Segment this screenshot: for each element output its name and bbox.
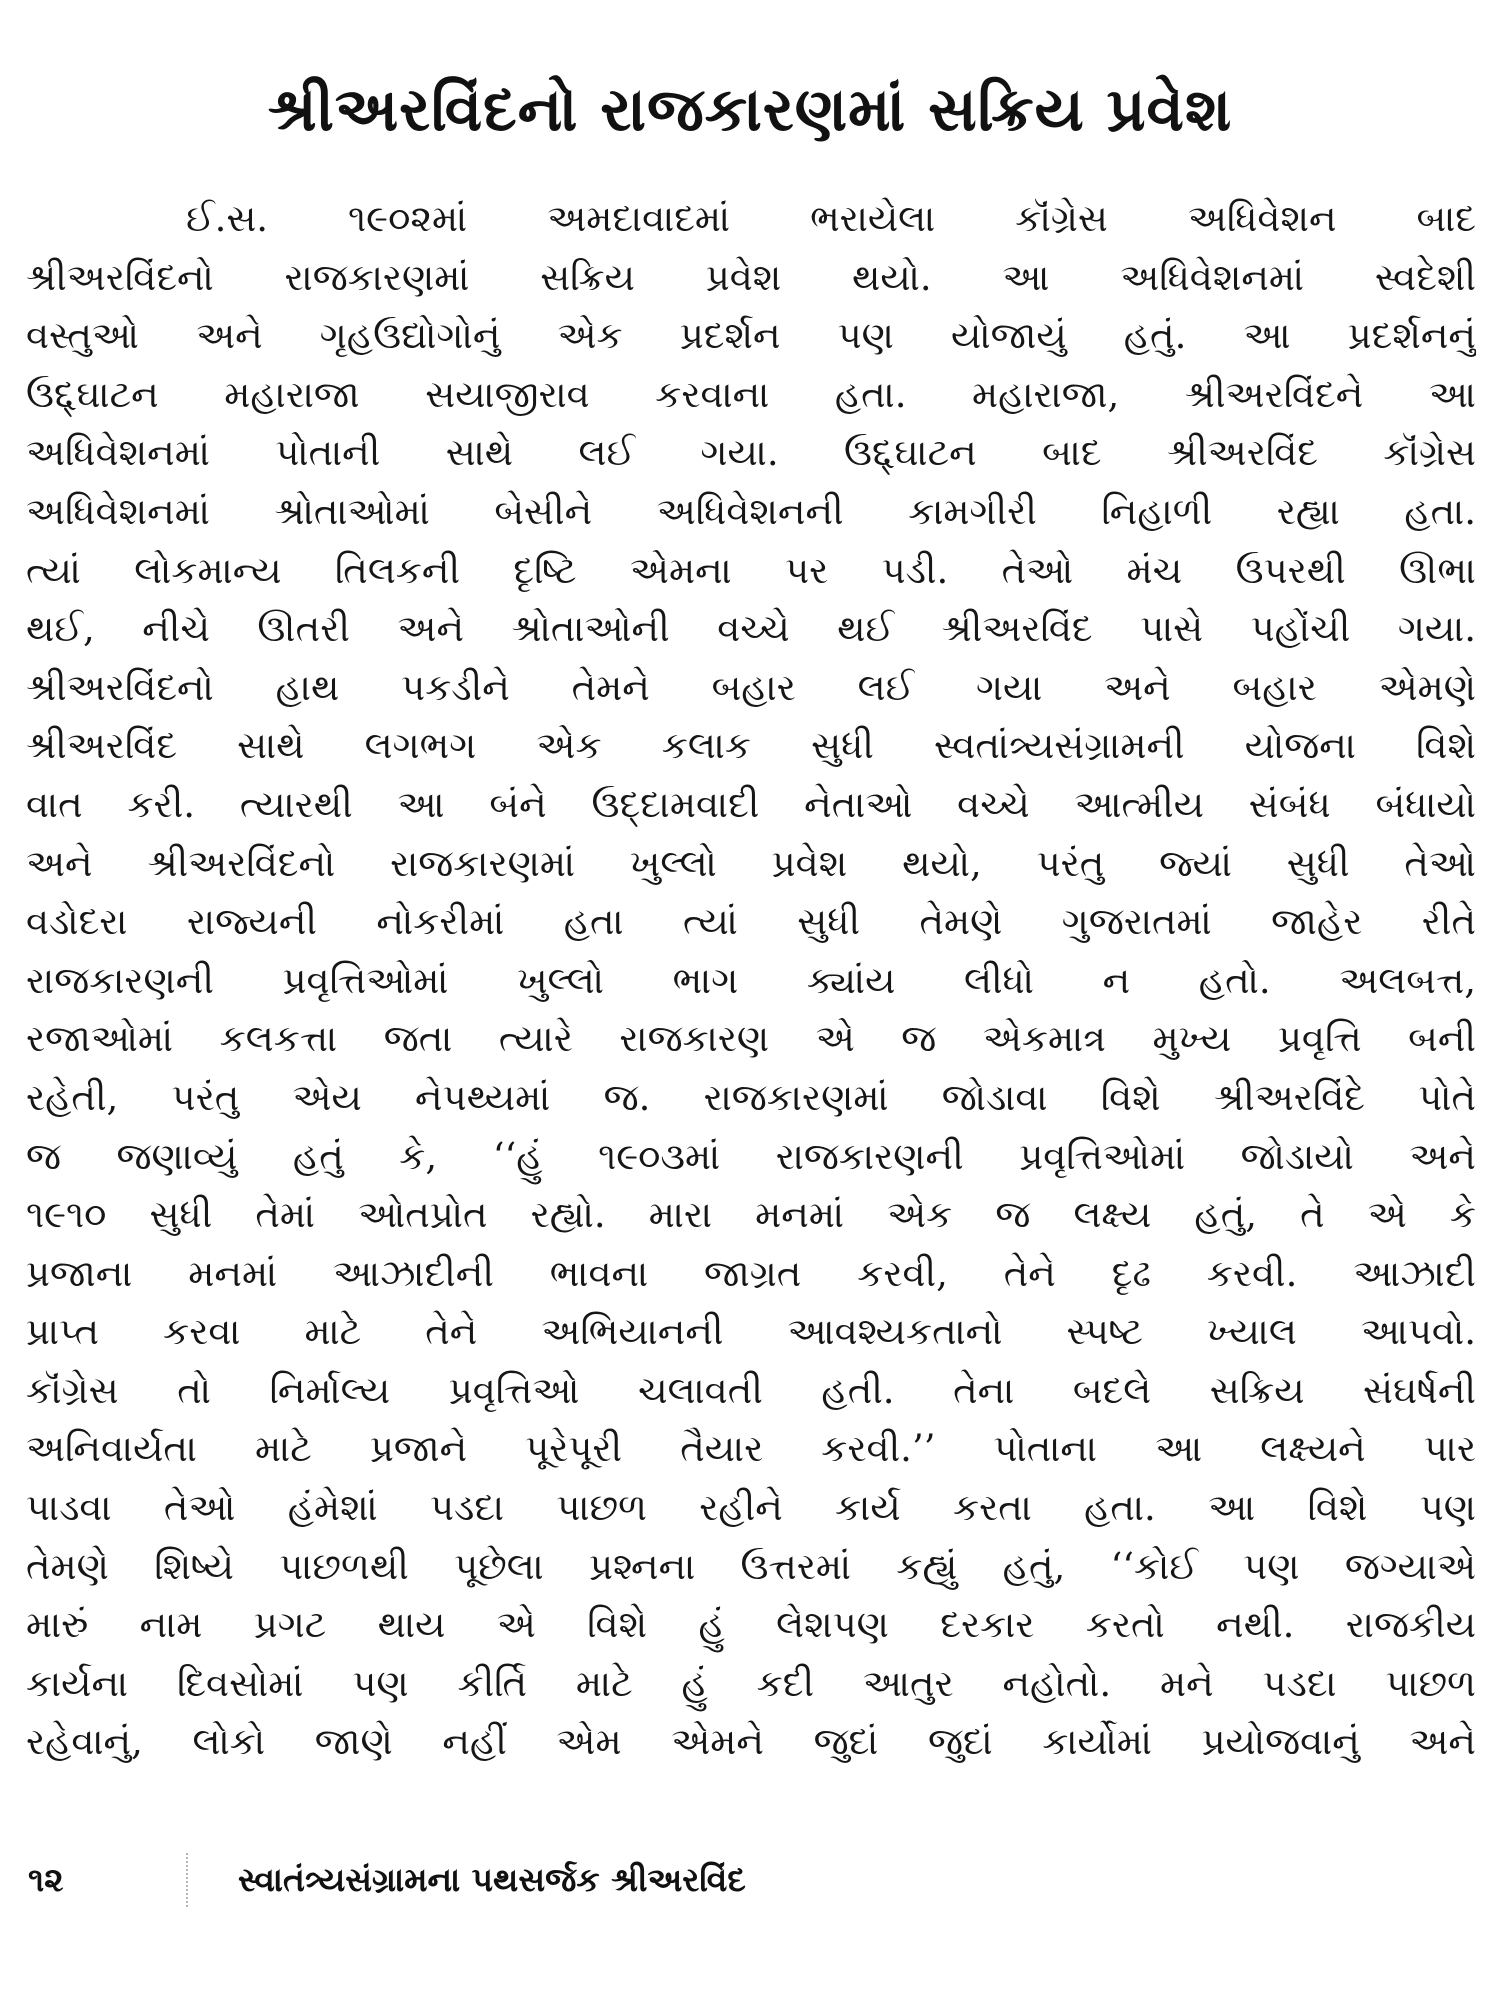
body-line: રાજકારણની પ્રવૃત્તિઓમાં ખુલ્લો ભાગ ક્યાંય લીધો ન હતો. અલબત્ત, — [26, 958, 1476, 1002]
body-line: તેમણે શિષ્યે પાછળથી પૂછેલા પ્રશ્નના ઉત્તરમાં કહ્યું હતું, ‘‘કોઈ પણ જગ્યાએ — [26, 1544, 1476, 1588]
body-line: અને શ્રીઅરવિંદનો રાજકારણમાં ખુલ્લો પ્રવેશ થયો, પરંતુ જ્યાં સુધી તેઓ — [26, 841, 1476, 885]
body-line: શ્રીઅરવિંદનો હાથ પકડીને તેમને બહાર લઈ ગયા અને બહાર એમણે — [26, 665, 1476, 709]
body-line: પાડવા તેઓ હંમેશાં પડદા પાછળ રહીને કાર્ય કરતા હતા. આ વિશે પણ — [26, 1486, 1476, 1530]
body-text — [26, 190, 1476, 1772]
body-line: પ્રાપ્ત કરવા માટે તેને અભિયાનની આવશ્યકતાનો સ્પષ્ટ ખ્યાલ આપવો. — [26, 1310, 1476, 1354]
book-title: સ્વાતંત્ર્યસંગ્રામના પથસર્જક શ્રીઅરવિંદ — [238, 1860, 746, 1899]
footer-divider — [186, 1853, 190, 1907]
chapter-title: શ્રીઅરવિંદનો રાજકારણમાં સક્રિય પ્રવેશ — [267, 75, 1233, 145]
body-line: અધિવેશનમાં પોતાની સાથે લઈ ગયા. ઉદ્દ્ઘાટન બાદ શ્રીઅરવિંદ કૉંગ્રેસ — [26, 431, 1476, 475]
body-line: રજાઓમાં કલકત્તા જતા ત્યારે રાજકારણ એ જ એકમાત્ર મુખ્ય પ્રવૃત્તિ બની — [26, 1017, 1476, 1061]
body-line: શ્રીઅરવિંદ સાથે લગભગ એક કલાક સુધી સ્વતાંત્ર્યસંગ્રામની યોજના વિશે — [26, 724, 1476, 768]
body-line: કાર્યના દિવસોમાં પણ કીર્તિ માટે હું કદી આતુર નહોતો. મને પડદા પાછળ — [26, 1661, 1476, 1705]
body-line: કૉંગ્રેસ તો નિર્માલ્ય પ્રવૃત્તિઓ ચલાવતી હતી. તેના બદલે સક્રિય સંઘર્ષની — [26, 1368, 1476, 1412]
body-line: મારું નામ પ્રગટ થાય એ વિશે હું લેશપણ દરકાર કરતો નથી. રાજકીય — [26, 1603, 1476, 1647]
page-number: ૧૨ — [28, 1860, 64, 1899]
page-footer — [28, 1845, 1468, 1915]
body-line: જ જણાવ્યું હતું કે, ‘‘હું ૧૯૦૩માં રાજકારણની પ્રવૃત્તિઓમાં જોડાયો અને — [26, 1134, 1476, 1178]
body-line: શ્રીઅરવિંદનો રાજકારણમાં સક્રિય પ્રવેશ થયો. આ અધિવેશનમાં સ્વદેશી — [26, 255, 1476, 299]
body-line: ઉદ્દ્ઘાટન મહારાજા સયાજીરાવ કરવાના હતા. મહારાજા, શ્રીઅરવિંદને આ — [26, 372, 1476, 416]
body-line: પ્રજાના મનમાં આઝાદીની ભાવના જાગ્રત કરવી, તેને દૃઢ કરવી. આઝાદી — [26, 1251, 1476, 1295]
body-line: ઈ.સ. ૧૯૦૨માં અમદાવાદમાં ભરાયેલા કૉંગ્રેસ અધિવેશન બાદ — [186, 197, 1476, 240]
body-line: વડોદરા રાજ્યની નોકરીમાં હતા ત્યાં સુધી તેમણે ગુજરાતમાં જાહેર રીતે — [26, 900, 1476, 944]
body-line: અનિવાર્યતા માટે પ્રજાને પૂરેપૂરી તૈયાર કરવી.’’ પોતાના આ લક્ષ્યને પાર — [26, 1427, 1476, 1471]
body-line: અધિવેશનમાં શ્રોતાઓમાં બેસીને અધિવેશનની કામગીરી નિહાળી રહ્યા હતા. — [26, 489, 1476, 533]
body-line: ત્યાં લોકમાન્ય તિલકની દૃષ્ટિ એમના પર પડી. તેઓ મંચ ઉપરથી ઊભા — [26, 548, 1476, 592]
body-line: રહેતી, પરંતુ એય નેપથ્યમાં જ. રાજકારણમાં જોડાવા વિશે શ્રીઅરવિંદે પોતે — [26, 1075, 1476, 1119]
body-line: થઈ, નીચે ઊતરી અને શ્રોતાઓની વચ્ચે થઈ શ્રીઅરવિંદ પાસે પહોંચી ગયા. — [26, 607, 1476, 651]
body-line: ૧૯૧૦ સુધી તેમાં ઓતપ્રોત રહ્યો. મારા મનમાં એક જ લક્ષ્ય હતું, તે એ કે — [26, 1193, 1476, 1237]
body-line: વસ્તુઓ અને ગૃહઉદ્યોગોનું એક પ્રદર્શન પણ યોજાયું હતું. આ પ્રદર્શનનું — [26, 314, 1476, 358]
body-line: વાત કરી. ત્યારથી આ બંને ઉદ્દામવાદી નેતાઓ વચ્ચે આત્મીય સંબંધ બંધાયો — [26, 782, 1476, 826]
body-line: રહેવાનું, લોકો જાણે નહીં એમ એમને જુદાં જુદાં કાર્યોમાં પ્રયોજવાનું અને — [26, 1720, 1476, 1764]
